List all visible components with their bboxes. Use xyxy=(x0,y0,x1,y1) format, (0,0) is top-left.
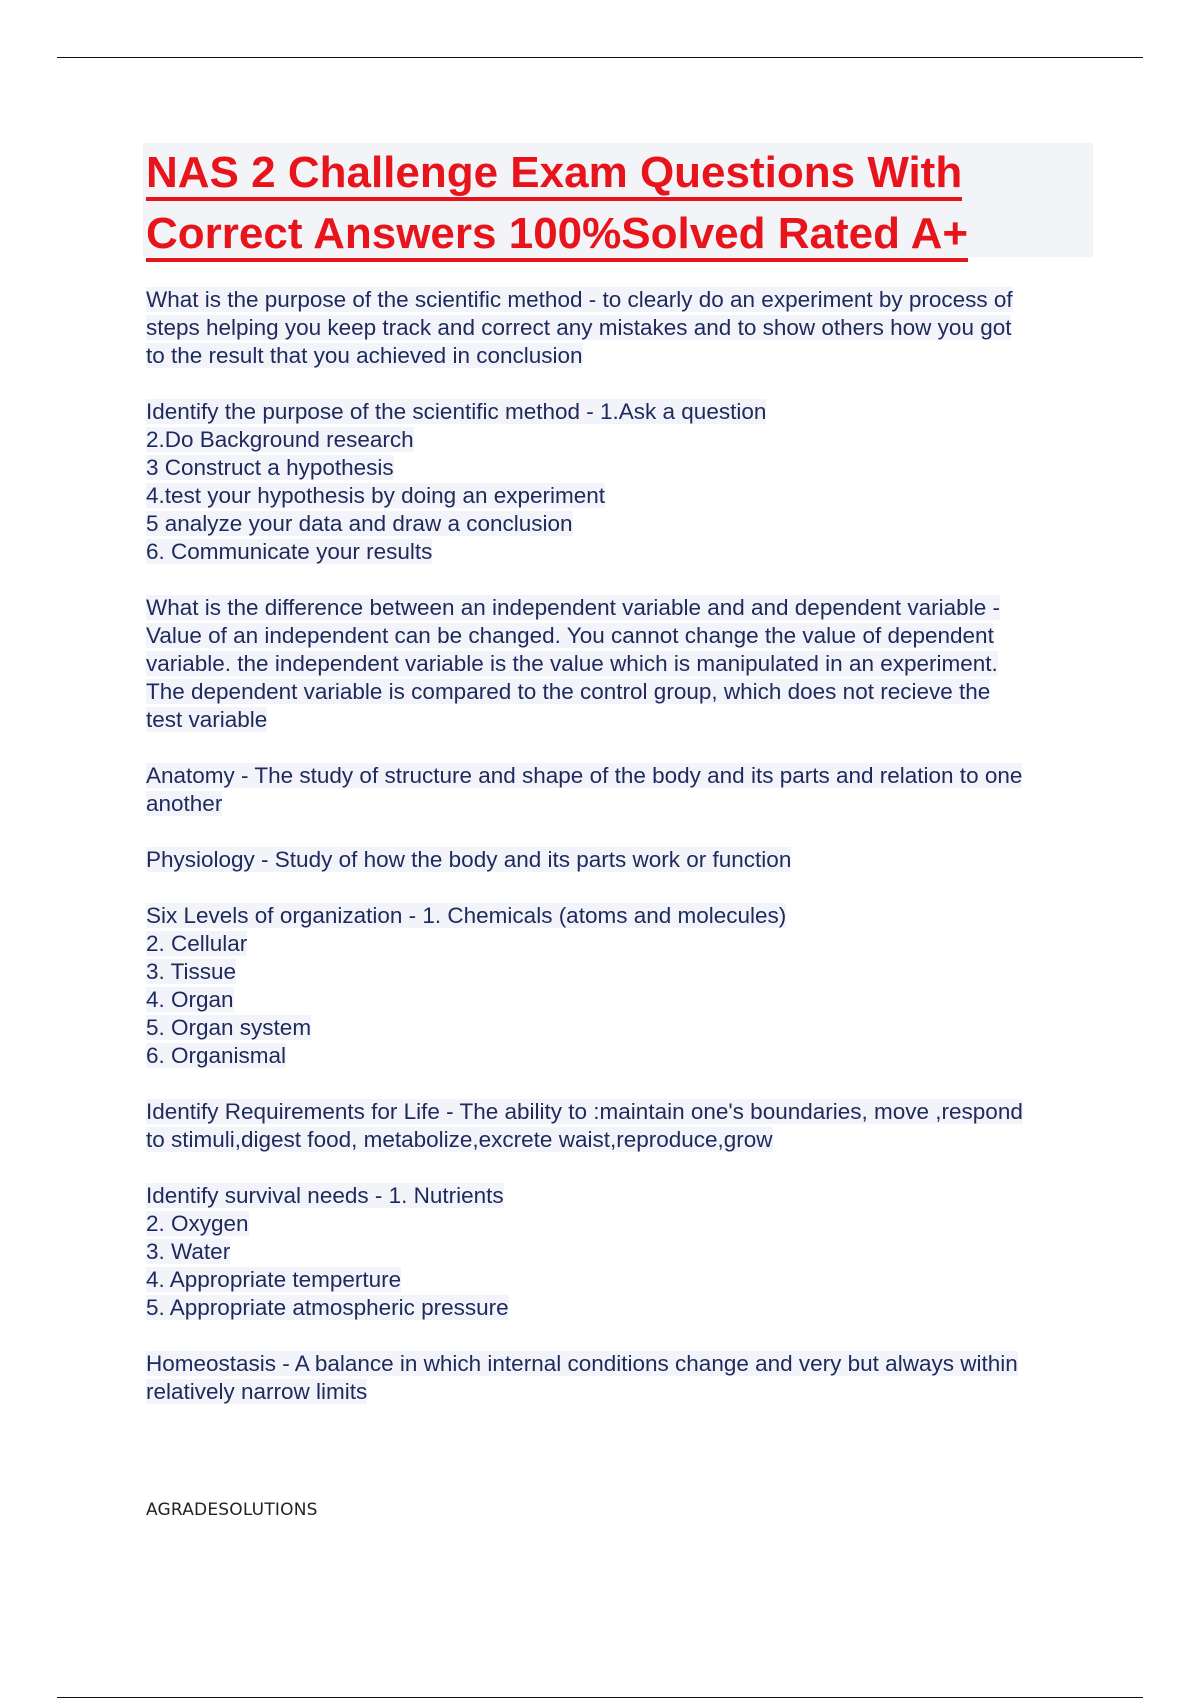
qa-line-text: 3. Water xyxy=(146,1239,231,1264)
qa-entry xyxy=(146,286,1096,370)
qa-line-text: What is the purpose of the scientific method - to clearly do an experiment by process of xyxy=(146,287,1013,312)
qa-line-text: Identify Requirements for Life - The ability to :maintain one's boundaries, move ,respond xyxy=(146,1099,1023,1124)
qa-line xyxy=(146,902,1096,930)
qa-line xyxy=(146,846,1096,874)
qa-line xyxy=(146,342,1096,370)
qa-line-text: 4. Appropriate temperture xyxy=(146,1267,402,1292)
qa-line-text: Value of an independent can be changed. You cannot change the value of dependent xyxy=(146,623,994,648)
qa-entry xyxy=(146,902,1096,1070)
qa-line-text: to the result that you achieved in conclusion xyxy=(146,343,583,368)
qa-line xyxy=(146,1098,1096,1126)
qa-line-text: 5. Organ system xyxy=(146,1015,312,1040)
qa-line-text: test variable xyxy=(146,707,268,732)
title-line: Correct Answers 100%Solved Rated A+ xyxy=(146,210,968,262)
qa-line xyxy=(146,1042,1096,1070)
qa-entry xyxy=(146,1182,1096,1322)
qa-line xyxy=(146,1014,1096,1042)
qa-line xyxy=(146,706,1096,734)
qa-line xyxy=(146,986,1096,1014)
header-rule xyxy=(57,57,1143,58)
qa-line xyxy=(146,482,1096,510)
qa-line xyxy=(146,930,1096,958)
qa-entry xyxy=(146,398,1096,566)
qa-line xyxy=(146,454,1096,482)
qa-line-text: 3 Construct a hypothesis xyxy=(146,455,394,480)
footer-rule xyxy=(57,1697,1143,1698)
qa-line xyxy=(146,538,1096,566)
qa-entry xyxy=(146,594,1096,734)
qa-line-text: 6. Communicate your results xyxy=(146,539,433,564)
qa-entry xyxy=(146,1350,1096,1406)
qa-line xyxy=(146,1266,1096,1294)
qa-line-text: variable. the independent variable is the value which is manipulated in an experiment. xyxy=(146,651,998,676)
qa-line-text: Anatomy - The study of structure and shape of the body and its parts and relation to one xyxy=(146,763,1023,788)
document-title xyxy=(146,146,968,268)
qa-line xyxy=(146,790,1096,818)
qa-line xyxy=(146,286,1096,314)
qa-line xyxy=(146,1378,1096,1406)
qa-entry xyxy=(146,762,1096,818)
qa-line-text: 4.test your hypothesis by doing an experiment xyxy=(146,483,606,508)
qa-line-text: The dependent variable is compared to the control group, which does not recieve the xyxy=(146,679,991,704)
qa-line-text: 2.Do Background research xyxy=(146,427,414,452)
qa-line-text: Identify the purpose of the scientific method - 1.Ask a question xyxy=(146,399,767,424)
qa-line-text: 2. Oxygen xyxy=(146,1211,249,1236)
qa-line-text: Homeostasis - A balance in which internal conditions change and very but always within xyxy=(146,1351,1018,1376)
qa-line xyxy=(146,1350,1096,1378)
qa-line xyxy=(146,510,1096,538)
qa-line-text: Six Levels of organization - 1. Chemicals (atoms and molecules) xyxy=(146,903,787,928)
qa-line-text: Identify survival needs - 1. Nutrients xyxy=(146,1183,504,1208)
qa-line xyxy=(146,1294,1096,1322)
qa-content xyxy=(146,286,1096,1434)
qa-entry xyxy=(146,1098,1096,1154)
qa-line xyxy=(146,1182,1096,1210)
footer-brand: AGRADESOLUTIONS xyxy=(146,1500,318,1520)
qa-line xyxy=(146,426,1096,454)
qa-line-text: 6. Organismal xyxy=(146,1043,287,1068)
qa-line xyxy=(146,762,1096,790)
qa-line xyxy=(146,958,1096,986)
qa-line-text: steps helping you keep track and correct any mistakes and to show others how you got xyxy=(146,315,1012,340)
qa-line-text: 3. Tissue xyxy=(146,959,237,984)
qa-line xyxy=(146,678,1096,706)
qa-line-text: relatively narrow limits xyxy=(146,1379,368,1404)
qa-line-text: 2. Cellular xyxy=(146,931,248,956)
qa-line xyxy=(146,1126,1096,1154)
qa-line xyxy=(146,594,1096,622)
qa-line xyxy=(146,1238,1096,1266)
qa-line-text: 5. Appropriate atmospheric pressure xyxy=(146,1295,509,1320)
qa-line-text: another xyxy=(146,791,223,816)
qa-line xyxy=(146,622,1096,650)
qa-entry xyxy=(146,846,1096,874)
qa-line-text: 5 analyze your data and draw a conclusion xyxy=(146,511,573,536)
title-line: NAS 2 Challenge Exam Questions With xyxy=(146,149,962,201)
qa-line xyxy=(146,650,1096,678)
qa-line-text: What is the difference between an independent variable and and dependent variable - xyxy=(146,595,1000,620)
qa-line xyxy=(146,314,1096,342)
qa-line xyxy=(146,398,1096,426)
qa-line-text: Physiology - Study of how the body and its parts work or function xyxy=(146,847,792,872)
qa-line-text: 4. Organ xyxy=(146,987,234,1012)
qa-line xyxy=(146,1210,1096,1238)
qa-line-text: to stimuli,digest food, metabolize,excrete waist,reproduce,grow xyxy=(146,1127,773,1152)
